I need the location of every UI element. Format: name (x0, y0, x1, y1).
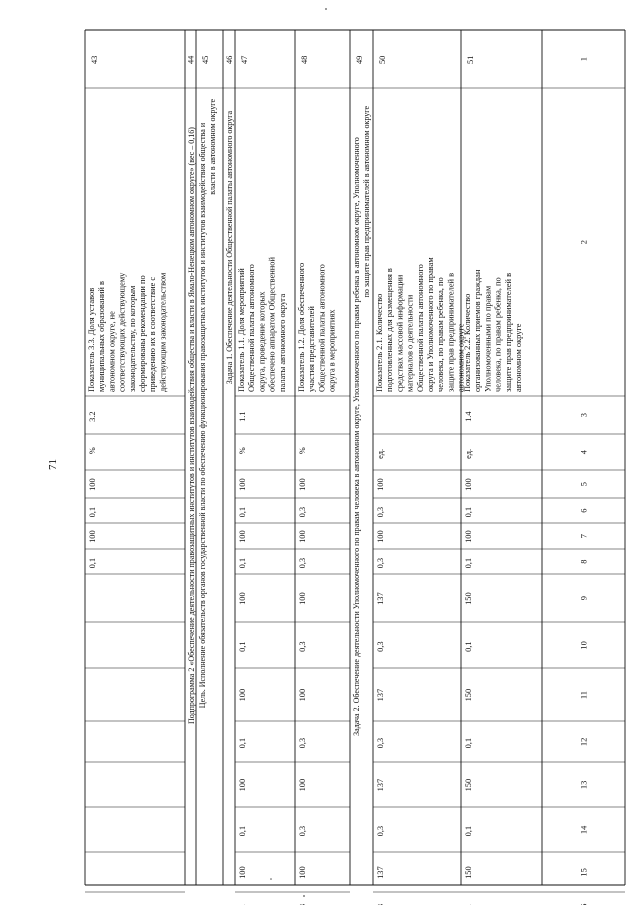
scan-dot (270, 878, 272, 880)
cell-value: 1.4 (464, 411, 473, 422)
cell-value: 0,1 (464, 641, 473, 652)
cell-value: % (238, 447, 247, 455)
section-heading: по защите прав предпринимателей в автономном округе (362, 105, 372, 298)
indicator-text: материалов о деятельности (405, 294, 415, 392)
table-text (87, 55, 589, 905)
row-number: 48 (300, 55, 309, 64)
indicator-text: автономном округе (456, 323, 466, 392)
indicator-text: приведению их в соответствие с (148, 276, 158, 392)
cell-value: 0,1 (464, 506, 473, 518)
scan-dot (303, 895, 305, 897)
indicator-text: Показатель 3.3. Доля уставов (87, 287, 96, 392)
cell-value: 100 (298, 688, 307, 702)
header-col-4: 4 (579, 450, 589, 455)
header-col-5: 5 (579, 482, 589, 487)
cell-value: 0,3 (376, 737, 385, 749)
indicator-text: Показатель 2.1. Количество (375, 293, 384, 392)
row-number: 45 (201, 55, 210, 64)
cell-value: 100 (376, 478, 385, 491)
indicator-text: палаты автономного округа (277, 293, 287, 392)
cell-value: 100 (238, 478, 247, 491)
cell-value: 0,1 (464, 825, 473, 837)
cell-value: 0,1 (88, 557, 97, 569)
indicator-text: защите прав предпринимателей в (446, 272, 456, 392)
header-col-14: 14 (579, 825, 589, 835)
cell-value: 100 (298, 592, 307, 605)
cell-value: 100 (376, 530, 385, 543)
page-number: 71 (47, 459, 59, 470)
cell-value: ед. (464, 448, 473, 459)
indicator-text: автономном округе, не (107, 311, 117, 392)
header-col-15: 15 (579, 868, 589, 877)
section-heading: власти в автономном округе (208, 98, 218, 195)
cell-value: 100 (238, 592, 247, 605)
cell-value: 137 (376, 866, 385, 879)
cell-value: 150 (464, 778, 473, 792)
cell-value: 0,1 (238, 506, 247, 518)
cell-value: 100 (238, 530, 247, 543)
header-col-6: 6 (579, 508, 589, 513)
cell-value: 150 (464, 688, 473, 702)
header-col-7: 7 (579, 534, 589, 539)
cell-value: 100 (298, 530, 307, 543)
cell-value: 150 (464, 592, 473, 605)
indicator-text: округа в мероприятиях (327, 309, 337, 392)
cell-value: 100 (464, 530, 473, 543)
cell-value: 0,1 (238, 737, 247, 749)
indicator-text: сформированы рекомендации по (138, 275, 147, 392)
indicator-text: защите прав предпринимателей в (503, 272, 513, 392)
row-number: 46 (225, 55, 234, 64)
indicator-text: автономном округе (514, 323, 523, 392)
cell-value: 0,3 (376, 557, 385, 569)
indicator-text: Уполномоченными по правам (483, 285, 493, 392)
row-number: 43 (90, 55, 99, 64)
row-number: 50 (378, 55, 387, 64)
cell-value: 0,3 (298, 506, 307, 518)
cell-value: 100 (88, 530, 97, 543)
row-number: 44 (186, 55, 196, 64)
section-heading: Задача 2. Обеспечение деятельности Уполномоченного по правам человека в автономном округе, Уполномоченного по правам ребенка в автономном округе, Уполномоченного (352, 137, 361, 736)
section-heading: Задача 1. Обеспечение деятельности Общественной палаты автономного округа (225, 110, 234, 385)
indicator-text: Показатель 1.1. Доля мероприятий (237, 268, 246, 392)
cell-value: 100 (298, 778, 307, 792)
cell-value: 0,3 (298, 737, 307, 749)
cell-value: 0,3 (298, 557, 307, 569)
cell-value: 0,1 (238, 641, 247, 652)
cell-value: 1.1 (238, 411, 247, 422)
cell-value: 0,1 (238, 825, 247, 837)
indicator-text: человека, по правам ребенка, по (436, 277, 446, 392)
cell-value: 0,1 (464, 557, 473, 569)
header-col-9: 9 (579, 596, 589, 601)
cell-value: 100 (88, 478, 97, 491)
section-heading: Подпрограмма 2 «Обеспечение деятельности правозащитных институтов и институтов взаимодействия общества и власти в Ямало-Ненецком автономном округе» (вес – 0,16) (187, 127, 196, 724)
indicator-text: Общественной палаты автономного (247, 264, 257, 392)
cell-value: 100 (238, 688, 247, 702)
cell-value: 0,1 (464, 737, 473, 749)
indicator-text: средствах массовой информации (395, 274, 405, 392)
cell-value: 0,3 (298, 641, 307, 652)
row-number: 47 (240, 55, 249, 64)
cell-value: % (298, 447, 307, 455)
cell-value: 137 (376, 592, 385, 605)
indicator-text: округа, проведение которых (257, 291, 267, 392)
cell-value: 0,3 (376, 825, 385, 837)
cell-value: % (88, 447, 97, 455)
indicator-text: муниципальных образований в (97, 281, 107, 392)
row-number: 49 (355, 55, 364, 64)
indicator-text: округа и Уполномоченного по правам (426, 257, 435, 392)
cell-value: 100 (238, 778, 247, 792)
scan-dot (325, 8, 327, 10)
header-col-2: 2 (579, 240, 589, 245)
header-col-1: 1 (579, 57, 589, 62)
header-col-13: 13 (579, 780, 589, 790)
row-number: 51 (466, 55, 475, 64)
cell-value: 137 (376, 778, 385, 792)
indicator-text: организованных приемов граждан (473, 269, 483, 392)
cell-value: 0,3 (376, 506, 385, 518)
indicator-text: действующим законодательством (158, 272, 168, 392)
header-col-10: 10 (579, 641, 589, 650)
indicator-text: подготовленных для размещения в (385, 268, 395, 392)
cell-value: 100 (298, 866, 307, 879)
cell-value: 3.2 (88, 411, 97, 422)
indicator-text: Общественной палаты автономного (415, 264, 425, 392)
indicator-text: Показатель 1.2. Доля обеспеченного (297, 262, 306, 392)
cell-value: 100 (298, 478, 307, 491)
cell-value: 100 (464, 478, 473, 491)
cell-value: 150 (464, 866, 473, 879)
cell-value: 100 (238, 866, 247, 879)
header-col-3: 3 (579, 413, 589, 418)
indicator-text: участия представителей (307, 306, 317, 392)
cell-value: ед. (376, 448, 385, 459)
cell-value: 137 (376, 688, 385, 702)
section-heading: Цель. Исполнение обязательств органов государственной власти по обеспечению функционирования правозащитных институтов и институтов взаимодействия общества и (198, 122, 207, 709)
cell-value: 0,3 (376, 641, 385, 652)
header-col-11: 11 (579, 691, 589, 700)
cell-value: 0,1 (238, 557, 247, 569)
indicator-text: Общественной палаты автономного (317, 264, 327, 392)
indicator-text: Показатель 2.2. Количество (463, 293, 472, 392)
header-col-8: 8 (579, 559, 589, 564)
indicator-text: законодательству, по которым (127, 285, 137, 392)
header-col-12: 12 (579, 737, 589, 747)
indicator-text: человека, по правам ребенка, по (493, 277, 503, 392)
indicator-text: обеспечено аппаратом Общественной (267, 257, 277, 392)
cell-value: 0,3 (298, 825, 307, 837)
indicator-text: соответствующих действующему (117, 272, 127, 392)
cell-value: 0,1 (88, 506, 97, 518)
